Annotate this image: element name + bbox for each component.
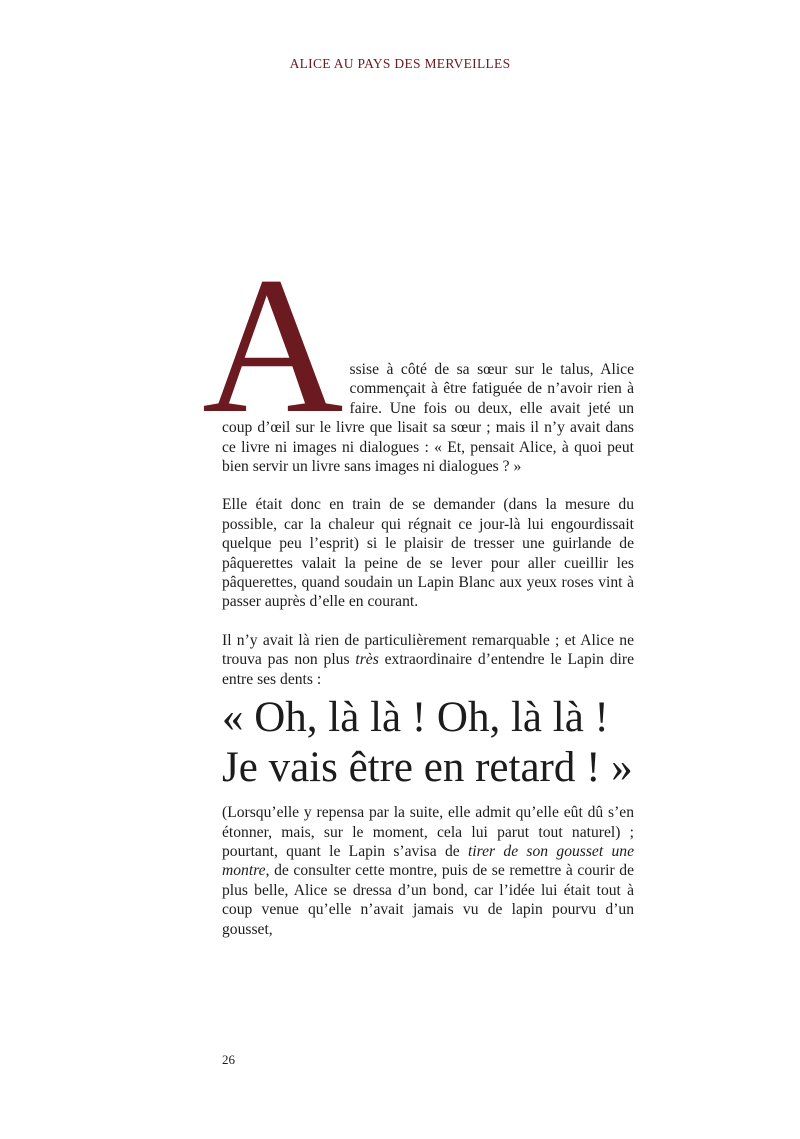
paragraph-1: ssise à côté de sa sœur sur le talus, Alice commençait à être fatiguée de n’avoir rien à faire. Une fois ou deux, elle avait jeté un coup d’œil sur le livre que lisait sa sœur ; mais il n’y avait dans ce livre ni images ni dialogues : « Et, pensait Alice, à quoi peut bien servir un livre sans images ni dialogues ? » [222, 361, 634, 476]
rabbit-quote [222, 693, 634, 793]
quote-line-2: Je vais être en retard ! » [222, 744, 633, 792]
chapter-text [202, 237, 634, 939]
paragraph-4-start: (Lorsqu’elle y repensa par la suite, elle admit qu’elle eût dû s’en étonner, mais, sur le moment, cela lui parut tout naturel) ; pourtant, quant le Lapin s’avisa de [222, 804, 634, 860]
paragraph-2: Elle était donc en train de se demander (dans la mesure du possible, car la chaleur qui régnait ce jour-là lui engourdissait quelque peu l’esprit) si le plaisir de tresser une guirlande de pâquerettes valait la peine de se lever pour aller cueillir les pâquerettes, quand soudain un Lapin Blanc aux yeux roses vint à passer auprès d’elle en courant. [222, 496, 634, 611]
running-title: ALICE AU PAYS DES MERVEILLES [289, 56, 511, 71]
paragraph-3 [222, 631, 634, 689]
drop-cap-letter: A [202, 237, 344, 454]
paragraph-4-italic: tirer de son gousset une montre [222, 842, 634, 880]
page-number: 26 [222, 1052, 235, 1067]
paragraph-3-start: Il n’y avait là rien de particulièrement remarquable ; et Alice ne trouva pas non plus [222, 631, 634, 669]
paragraph-4-end: , de consulter cette montre, puis de se remettre à courir de plus belle, Alice se dressa d’un bond, car l’idée lui était tout à coup venue qu’elle n’avait jamais vu de lapin pourvu d’un gousset, [222, 862, 634, 938]
paragraph-3-end: extraordinaire d’entendre le Lapin dire entre ses dents : [222, 651, 634, 688]
paragraph-3-italic: très [355, 651, 379, 669]
paragraph-4 [222, 803, 634, 939]
quote-line-1: « Oh, là là ! Oh, là là ! [222, 694, 609, 742]
